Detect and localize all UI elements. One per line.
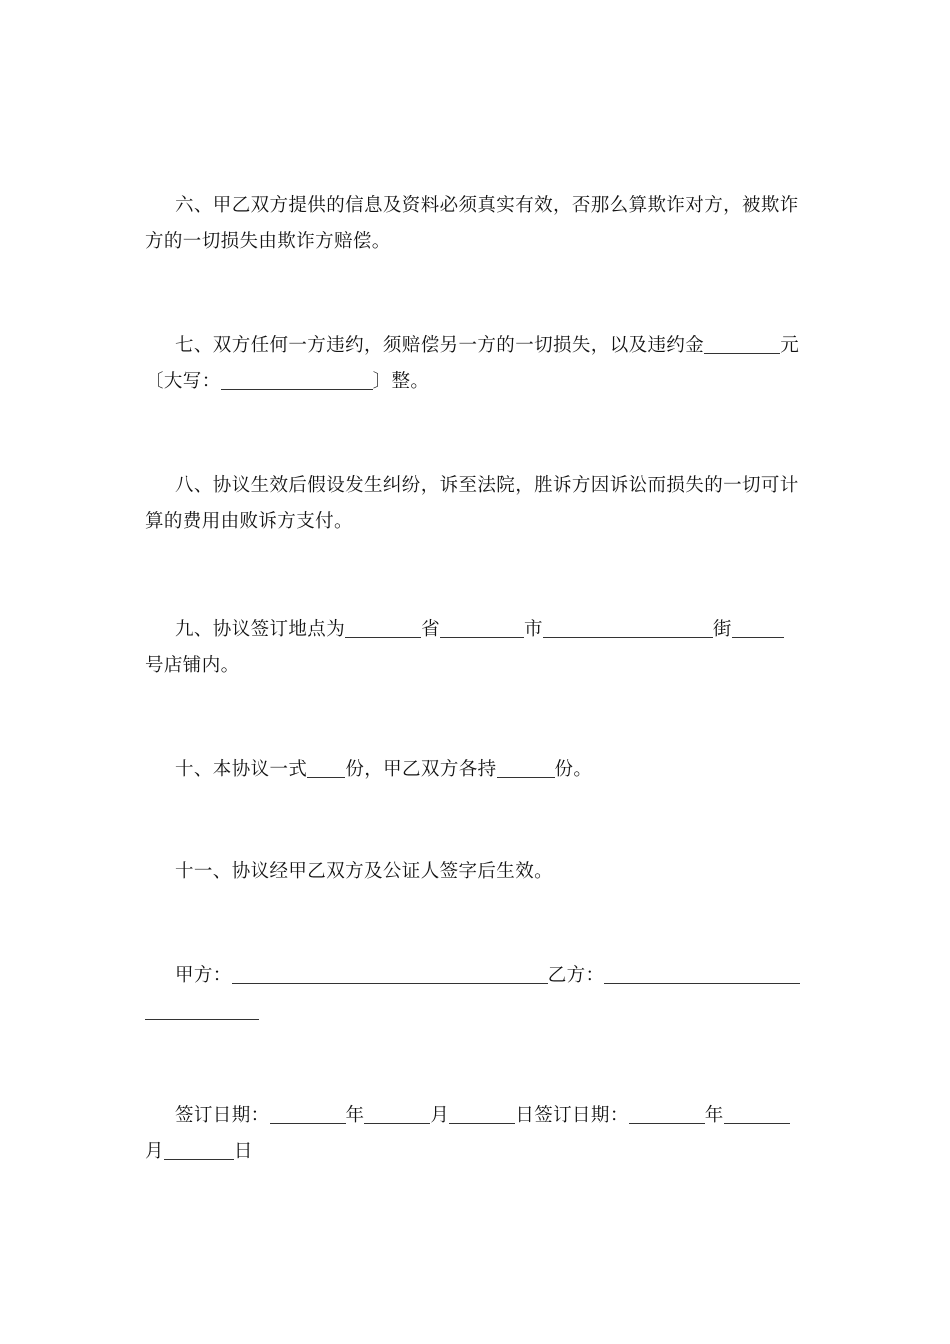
clause-ten (145, 752, 805, 788)
copies-total-blank[interactable] (307, 759, 345, 778)
clause-seven-text-d: 〕整。 (372, 371, 430, 392)
day-label-2: 日 (233, 1141, 253, 1162)
clause-nine-text-a: 九、协议签订地点为 (175, 619, 346, 640)
clause-nine-text-c: 市 (524, 619, 543, 640)
clause-eight (145, 468, 805, 540)
party-b-label: 乙方： (547, 965, 605, 986)
year-blank-2[interactable] (629, 1105, 705, 1124)
clause-eleven-text: 十一、协议经甲乙双方及公证人签字后生效。 (175, 861, 554, 882)
year-label-2: 年 (704, 1105, 724, 1126)
month-label-2: 月 (145, 1141, 164, 1162)
day-label-and-signing-date-label-2: 日签订日期： (515, 1105, 629, 1126)
signing-date-label-1: 签订日期： (175, 1105, 270, 1126)
street-blank[interactable] (543, 619, 713, 638)
penalty-amount-words-blank[interactable] (221, 371, 373, 390)
clause-nine-text-b: 省 (421, 619, 441, 640)
clause-nine-text-e: 号店铺内。 (145, 655, 240, 676)
month-label-1: 月 (430, 1105, 450, 1126)
month-blank-2-start[interactable] (724, 1105, 790, 1124)
copies-each-blank[interactable] (497, 759, 555, 778)
clause-ten-text-c: 份。 (554, 759, 593, 780)
clause-seven-text-a: 七、双方任何一方违约，须赔偿另一方的一切损失，以及违约金 (175, 335, 705, 356)
day-blank-2[interactable] (164, 1141, 234, 1160)
clause-eight-line1: 八、协议生效后假设发生纠纷，诉至法院，胜诉方因诉讼而损失的一切可计 (175, 475, 799, 496)
signature-block (145, 958, 805, 1030)
clause-seven (145, 328, 805, 400)
year-label-1: 年 (345, 1105, 365, 1126)
shop-number-blank[interactable] (732, 619, 784, 638)
month-blank-1[interactable] (364, 1105, 430, 1124)
clause-seven-text-b: 元 (780, 335, 800, 356)
clause-six-line1: 六、甲乙双方提供的信息及资料必须真实有效，否那么算欺诈对方，被欺诈 (175, 195, 799, 216)
party-b-signature-blank[interactable] (604, 965, 800, 984)
clause-eight-line2: 算的费用由败诉方支付。 (145, 511, 353, 532)
day-blank-1[interactable] (449, 1105, 515, 1124)
clause-ten-text-b: 份，甲乙双方各持 (345, 759, 497, 780)
clause-seven-text-c: 〔大写： (145, 371, 221, 392)
penalty-amount-blank[interactable] (704, 335, 780, 354)
city-blank[interactable] (440, 619, 524, 638)
signing-date-block (145, 1098, 805, 1170)
clause-nine (145, 612, 805, 684)
party-a-signature-blank[interactable] (232, 965, 548, 984)
party-b-signature-blank-continued[interactable] (145, 1001, 259, 1020)
province-blank[interactable] (345, 619, 421, 638)
clause-eleven (145, 854, 805, 890)
clause-six-line2: 方的一切损失由欺诈方赔偿。 (145, 231, 391, 252)
clause-six (145, 188, 805, 260)
clause-nine-text-d: 街 (712, 619, 732, 640)
year-blank-1[interactable] (270, 1105, 346, 1124)
party-a-label: 甲方： (175, 965, 232, 986)
clause-ten-text-a: 十、本协议一式 (175, 759, 308, 780)
